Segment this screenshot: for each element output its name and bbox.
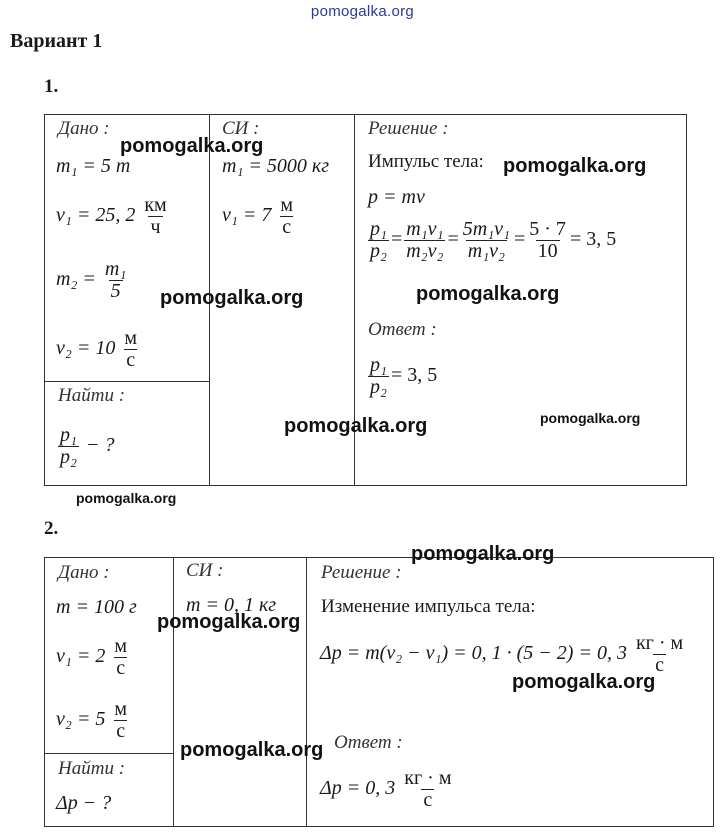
p1-solution-label: Решение : (368, 118, 449, 139)
p2-given-v1-unit: $\frac{м}{с}$ (114, 635, 127, 679)
watermark: pomogalka.org (157, 611, 301, 633)
problem-1-number: 1. (44, 76, 59, 97)
p2-given-v2-unit: $\frac{м}{с}$ (114, 698, 127, 742)
p2-answer-unit: $\frac{кг \cdot м}{с}$ (404, 767, 452, 811)
problem-2-divider-2 (306, 557, 307, 826)
p1-si-v1: v₁ = 7 $\frac{м}{с}$ (222, 194, 293, 238)
p1-given-label: Дано : (58, 118, 110, 139)
watermark: pomogalka.org (540, 410, 641, 426)
p1-solution-line1: Импульс тела: (368, 151, 484, 172)
watermark: pomogalka.org (180, 739, 324, 761)
p2-si-m: m = 0, 1 кг (186, 594, 277, 616)
problem-1-find-divider (44, 381, 210, 382)
p1-given-v1: v₁ = 25, 2 $\frac{км}{ч}$ (56, 194, 167, 238)
watermark: pomogalka.org (503, 155, 647, 177)
p2-solution-label: Решение : (321, 562, 402, 583)
p2-find-value: Δp − ? (56, 792, 112, 814)
p2-answer-value: Δp = 0, 3 $\frac{кг \cdot м}{с}$ (320, 767, 452, 811)
p2-answer-label: Ответ : (334, 732, 403, 753)
p2-find-label: Найти : (58, 758, 126, 779)
problem-2-find-divider (44, 753, 174, 754)
watermark: pomogalka.org (76, 490, 177, 506)
watermark: pomogalka.org (512, 671, 656, 693)
p1-given-m2-fraction: $\frac{\text{m₁}}{5}$ (104, 258, 127, 302)
p2-si-label: СИ : (186, 560, 224, 581)
p1-find-value: $\frac{\text{p₁}}{\text{p₂}}$ − ? (60, 424, 115, 468)
p2-given-label: Дано : (58, 562, 110, 583)
p1-given-m2: m₂ = $\frac{\text{m₁}}{5}$ (56, 258, 127, 302)
p1-answer-value: $\frac{\text{p₁}}{\text{p₂}}$ = 3, 5 (370, 354, 438, 398)
watermark: pomogalka.org (284, 415, 428, 437)
p1-si-m1: m₁ = 5000 кг (222, 155, 330, 177)
problem-2-number: 2. (44, 518, 59, 539)
p1-given-v2: v₂ = 10 $\frac{м}{с}$ (56, 327, 137, 371)
p2-given-v1: v₁ = 2 $\frac{м}{с}$ (56, 635, 127, 679)
p1-si-label: СИ : (222, 118, 260, 139)
p1-find-fraction: $\frac{\text{p₁}}{\text{p₂}}$ (60, 424, 77, 468)
p1-given-v1-unit: $\frac{км}{ч}$ (144, 194, 167, 238)
p2-solution-equation: Δp = m(v₂ − v₁) = 0, 1 · (5 − 2) = 0, 3 $\frac{кг \cdot м}{с}$ (320, 632, 684, 676)
watermark: pomogalka.org (416, 283, 560, 305)
p1-sol-frac-4: $\frac{5 \cdot 7}{10}$ (529, 218, 566, 262)
p2-given-v2: v₂ = 5 $\frac{м}{с}$ (56, 698, 127, 742)
p1-solution-formula: p = mv (368, 186, 425, 208)
p1-given-m1: m₁ = 5 т (56, 155, 131, 177)
variant-heading: Вариант 1 (10, 30, 103, 52)
p2-solution-unit: $\frac{кг \cdot м}{с}$ (635, 632, 684, 676)
p1-solution-equation: $\frac{\text{p₁}}{\text{p₂}}$ = $\frac{\text{m₁v₁}}{\text{m₂v₂}}$ = $\frac{\text{5m₁v₁}}{\text{m₁v₂}}$ = $\frac{5 \cdot 7}{10}$ = 3, 5 (370, 218, 617, 262)
p1-si-v1-unit: $\frac{м}{с}$ (280, 194, 293, 238)
p1-given-v2-unit: $\frac{м}{с}$ (124, 327, 137, 371)
p2-given-m: m = 100 г (56, 596, 137, 618)
watermark: pomogalka.org (160, 287, 304, 309)
site-header-link[interactable]: pomogalka.org (310, 3, 415, 20)
p1-sol-frac-1: $\frac{\text{p₁}}{\text{p₂}}$ (370, 218, 387, 262)
watermark: pomogalka.org (120, 135, 264, 157)
p1-sol-frac-2: $\frac{\text{m₁v₁}}{\text{m₂v₂}}$ (406, 218, 444, 262)
p1-answer-fraction: $\frac{\text{p₁}}{\text{p₂}}$ (370, 354, 387, 398)
p1-find-label: Найти : (58, 385, 126, 406)
problem-2-divider-1 (173, 557, 174, 826)
p2-solution-line1: Изменение импульса тела: (321, 596, 536, 617)
p1-sol-frac-3: $\frac{\text{5m₁v₁}}{\text{m₁v₂}}$ (462, 218, 510, 262)
watermark: pomogalka.org (411, 543, 555, 565)
p1-answer-label: Ответ : (368, 319, 437, 340)
